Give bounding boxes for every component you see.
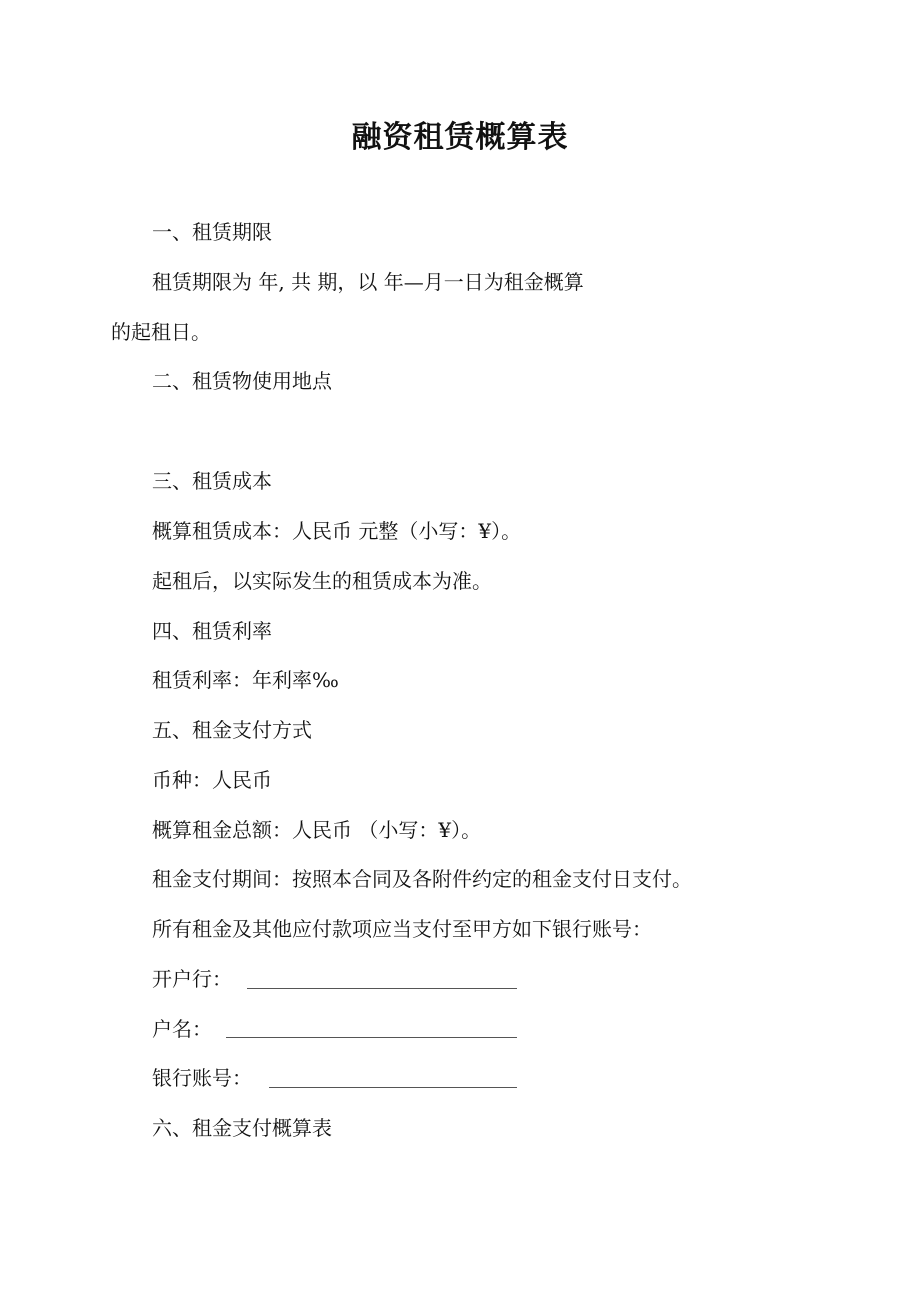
section-4-heading: 四、租赁利率 (152, 619, 272, 643)
interest-rate-text: 租赁利率：年利率‰ (152, 668, 339, 692)
section-1-heading: 一、租赁期限 (152, 220, 272, 244)
total-rent-text: 概算租金总额：人民币 （小写：¥）。 (152, 818, 482, 842)
lease-cost-note: 起租后，以实际发生的租赁成本为准。 (152, 569, 492, 593)
account-name-field[interactable] (226, 1037, 517, 1038)
lease-term-text-continued: 的起租日。 (111, 320, 211, 344)
section-6-heading: 六、租金支付概算表 (152, 1116, 332, 1140)
lease-term-text: 租赁期限为 年, 共 期，以 年—月一日为租金概算 (152, 270, 584, 294)
bank-name-field[interactable] (247, 988, 517, 989)
account-number-field[interactable] (269, 1087, 517, 1088)
section-5-heading: 五、租金支付方式 (152, 718, 312, 742)
payment-period-text: 租金支付期间：按照本合同及各附件约定的租金支付日支付。 (152, 867, 692, 891)
section-3-heading: 三、租赁成本 (152, 469, 272, 493)
bank-name-label: 开户行： (152, 967, 232, 991)
bank-account-intro: 所有租金及其他应付款项应当支付至甲方如下银行账号： (152, 917, 652, 941)
currency-text: 币种：人民币 (152, 768, 272, 792)
section-2-heading: 二、租赁物使用地点 (152, 369, 332, 393)
account-number-label: 银行账号： (152, 1066, 252, 1090)
document-title: 融资租赁概算表 (351, 120, 569, 155)
account-name-label: 户名： (152, 1017, 212, 1041)
lease-cost-text: 概算租赁成本：人民币 元整（小写：¥）。 (152, 519, 522, 543)
